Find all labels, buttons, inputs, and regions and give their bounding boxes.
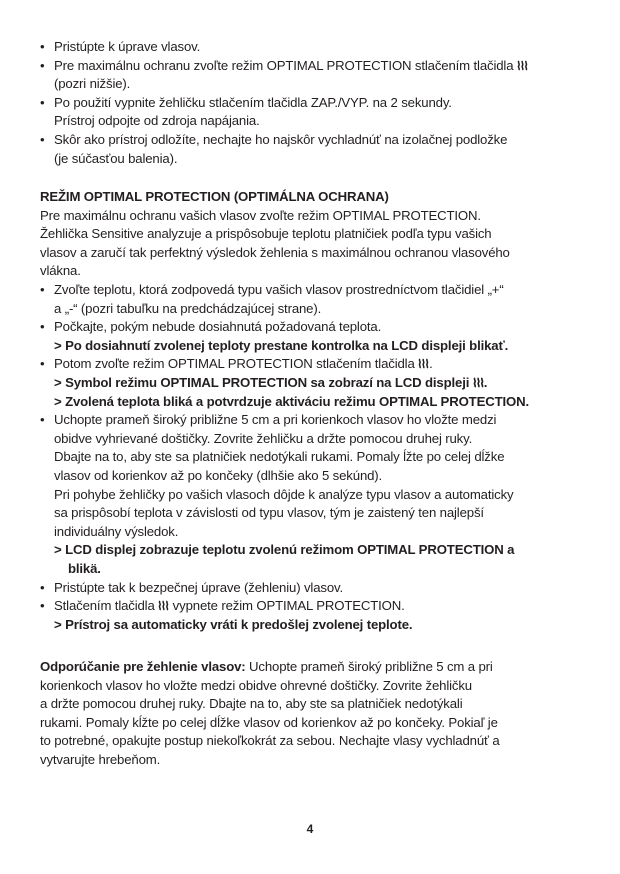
- list-item-text: Uchopte prameň široký približne 5 cm a pri korienkoch vlasov ho vložte medzi: [54, 412, 497, 428]
- optimal-protection-icon: [517, 60, 528, 71]
- list-item-text: Stlačením tlačidla: [54, 598, 159, 614]
- paragraph-line: to potrebné, opakujte postup niekoľkokrát za sebou. Nechajte vlasy vychladnúť a: [40, 733, 500, 749]
- list-item: [40, 318, 585, 355]
- bullet: •: [40, 282, 45, 297]
- list-item: [40, 355, 585, 411]
- bullet: •: [40, 131, 45, 147]
- bullet: •: [40, 579, 45, 595]
- list-item-text: vlasov od korienkov až po končeky (dlhšie ako 5 sekúnd).: [54, 467, 383, 483]
- page-number: 4: [306, 822, 314, 836]
- optimal-protection-icon: [473, 377, 484, 388]
- result-text: > Prístroj sa automaticky vráti k predošlej zvolenej teplote.: [54, 616, 413, 632]
- paragraph-line: Pre maximálnu ochranu vašich vlasov zvoľte režim OPTIMAL PROTECTION.: [40, 207, 481, 223]
- punctuation: .: [483, 374, 488, 390]
- list-item-text: Po použití vypnite žehličku stlačením tlačidla ZAP./VYP. na 2 sekundy.: [54, 94, 452, 110]
- paragraph-line: a držte pomocou druhej ruky. Dbajte na to, aby ste sa platničiek nedotýkali: [40, 696, 463, 712]
- paragraph-line: korienkoch vlasov ho vložte medzi obidve ohrevné doštičky. Zovrite žehličku: [40, 677, 472, 693]
- bullet: •: [40, 319, 45, 335]
- list-item-text: sa prispôsobí teplota v závislosti od typu vlasov, tým je zaistený ten najlepší: [54, 505, 484, 521]
- list-item: [40, 94, 585, 131]
- bullet: •: [40, 412, 45, 428]
- list-item-text: Pri pohybe žehličky po vašich vlasoch dôjde k analýze typu vlasov a automaticky: [54, 486, 514, 502]
- list-item: [40, 579, 585, 598]
- list-item: [40, 57, 585, 94]
- list-item-text: a „-“ (pozri tabuľku na predchádzajúcej strane).: [54, 300, 322, 316]
- bullet: •: [40, 94, 45, 110]
- list-item-text: Dbajte na to, aby ste sa platničiek nedotýkali rukami. Pomaly ĺžte po celej dĺžke: [54, 449, 505, 465]
- optimal-protection-icon: [158, 600, 169, 611]
- list-item-text: Zvoľte teplotu, ktorá zodpovedá typu vašich vlasov prostredníctvom tlačidiel „+“: [54, 282, 504, 297]
- punctuation: .: [429, 356, 433, 372]
- list-item-text: individuálny výsledok.: [54, 523, 179, 539]
- bullet: •: [40, 598, 45, 614]
- result-text: > Symbol režimu OPTIMAL PROTECTION sa zobrazí na LCD displeji: [54, 374, 473, 390]
- result-text: > Po dosiahnutí zvolenej teploty prestane kontrolka na LCD displeji blikať.: [54, 337, 509, 353]
- result-text: blikä.: [68, 560, 101, 576]
- paragraph-line: Žehlička Sensitive analyzuje a prispôsobuje teplotu platničiek podľa typu vašich: [40, 226, 492, 242]
- list-item-text: Prístroj odpojte od zdroja napájania.: [54, 113, 260, 129]
- paragraph-line: Uchopte prameň široký približne 5 cm a pri: [245, 659, 493, 674]
- list-item-text: Počkajte, pokým nebude dosiahnutá požadovaná teplota.: [54, 319, 382, 335]
- list-item: [40, 131, 585, 168]
- list-item: [40, 597, 585, 634]
- result-text: > Zvolená teplota bliká a potvrdzuje aktiváciu režimu OPTIMAL PROTECTION.: [54, 393, 530, 409]
- paragraph-line: rukami. Pomaly kĺžte po celej dĺžke vlasov od korienkov až po končeky. Pokiaľ je: [40, 714, 498, 730]
- list-item-text: Potom zvoľte režim OPTIMAL PROTECTION stlačením tlačidla: [54, 356, 419, 372]
- result-text: > LCD displej zobrazuje teplotu zvolenú režimom OPTIMAL PROTECTION a: [54, 542, 515, 558]
- list-item: [40, 281, 585, 318]
- list-item-text: Pristúpte tak k bezpečnej úprave (žehleniu) vlasov.: [54, 579, 343, 595]
- bullet: •: [40, 57, 45, 73]
- paragraph-line: vlasov a zaručí tak perfektný výsledok žehlenia s maximálnou ochranou vlasového: [40, 244, 510, 260]
- list-item-text: (pozri nižšie).: [54, 76, 131, 92]
- section-heading: REŽIM OPTIMAL PROTECTION (OPTIMÁLNA OCHRANA): [40, 189, 389, 204]
- bullet: •: [40, 356, 45, 372]
- bullet-list-steps: [40, 281, 585, 634]
- list-item-text: (je súčasťou balenia).: [54, 150, 178, 166]
- list-item: [40, 411, 585, 578]
- bullet-list-usage: [40, 38, 585, 168]
- paragraph-line: vlákna.: [40, 263, 81, 279]
- paragraph-line: vytvarujte hrebeňom.: [40, 751, 161, 767]
- recommendation-paragraph: [40, 658, 585, 770]
- list-item-text: vypnete režim OPTIMAL PROTECTION.: [169, 598, 405, 614]
- list-item-text: Pre maximálnu ochranu zvoľte režim OPTIMAL PROTECTION stlačením tlačidla: [54, 57, 517, 73]
- section-optimal-protection: [40, 188, 585, 281]
- bullet: •: [40, 39, 45, 54]
- list-item-text: obidve vyhrievané doštičky. Zovrite žehličku a držte pomocou druhej ruky.: [54, 430, 473, 446]
- list-item-text: Skôr ako prístroj odložíte, nechajte ho najskôr vychladnúť na izolačnej podložke: [54, 131, 508, 147]
- recommendation-label: Odporúčanie pre žehlenie vlasov:: [40, 659, 246, 674]
- list-item-text: Pristúpte k úprave vlasov.: [54, 39, 201, 54]
- optimal-protection-icon: [418, 358, 429, 369]
- list-item: [40, 38, 585, 57]
